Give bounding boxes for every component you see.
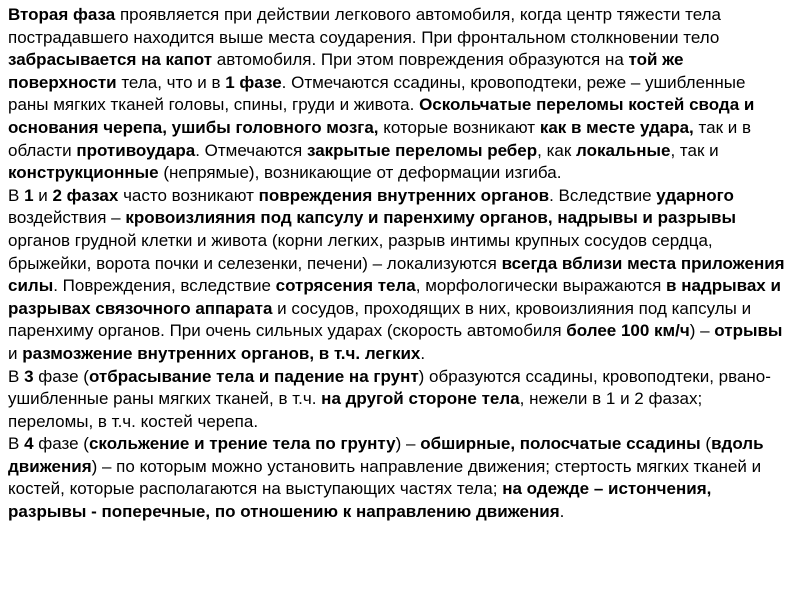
bold-text-segment: на одежде – истончения, разрывы - поперечные, по отношению к направлению движения xyxy=(8,479,712,522)
text-segment: так и в области xyxy=(8,117,751,160)
paragraph-phase-four xyxy=(8,433,790,523)
text-segment: , нежели в 1 и 2 фазах; переломы, в т.ч. костей черепа. xyxy=(8,389,703,431)
bold-text-segment: кровоизлияния под капсулу и паренхиму органов, надрывы и разрывы xyxy=(125,208,736,228)
bold-text-segment: закрытые переломы ребер xyxy=(306,140,538,160)
paragraph-internal-injuries xyxy=(8,185,790,366)
text-segment: ) – xyxy=(689,321,715,341)
text-segment: которые возникают xyxy=(378,117,540,137)
bold-text-segment: более 100 км/ч xyxy=(566,321,690,341)
text-segment: ) – xyxy=(395,434,421,454)
paragraph-phase-three xyxy=(8,366,790,434)
text-segment: В xyxy=(8,185,25,205)
text-segment: . xyxy=(420,343,426,363)
text-segment: В xyxy=(8,366,25,386)
text-segment: ) образуются ссадины, кровоподтеки, рвано-ушибленные раны мягких тканей, в т.ч. xyxy=(8,366,771,409)
bold-text-segment: размозжение внутренних органов, в т.ч. легких xyxy=(22,343,421,363)
bold-text-segment: ударного xyxy=(656,185,734,205)
text-segment: фазе ( xyxy=(33,366,89,386)
bold-text-segment: сотрясения тела xyxy=(275,276,416,296)
bold-text-segment: 3 xyxy=(24,366,34,386)
text-segment: В xyxy=(8,434,25,454)
bold-text-segment: отбрасывание тела и падение на грунт xyxy=(88,366,419,386)
bold-text-segment: обширные, полосчатые ссадины xyxy=(420,434,701,454)
text-segment: часто возникают xyxy=(118,185,259,205)
text-segment: . Отмечаются ссадины, кровоподтеки, реже – ушибленные раны мягких тканей головы, спины, груди и живота. xyxy=(8,72,746,115)
text-segment: и сосудов, проходящих в них, кровоизлияния под капсулы и паренхиму органов. При очень сильных ударах (скорость автомобиля xyxy=(8,298,752,341)
bold-text-segment: забрасывается на капот xyxy=(8,50,213,70)
bold-text-segment: конструкционные xyxy=(8,163,159,183)
paragraph-phase-two xyxy=(8,4,790,185)
bold-text-segment: Вторая фаза xyxy=(8,5,116,24)
bold-text-segment: отрывы xyxy=(714,321,783,341)
bold-text-segment: скольжение и трение тела по грунту xyxy=(88,434,396,454)
text-segment: и xyxy=(33,185,53,205)
bold-text-segment: локальные xyxy=(576,140,671,160)
text-segment: органов грудной клетки и живота (корни легких, разрыв интимы крупных сосудов сердца, брыжейки, ворота почки и селезенки, печени) – локализуются xyxy=(8,230,713,273)
bold-text-segment: 1 xyxy=(24,185,34,205)
bold-text-segment: 1 фазе xyxy=(225,72,282,92)
text-segment: проявляется при действии легкового автомобиля, когда центр тяжести тела пострадавшего находится выше места соударения. При фронтальном столкновении тело xyxy=(8,5,721,47)
text-segment: , так и xyxy=(670,140,719,160)
bold-text-segment: на другой стороне тела xyxy=(321,389,520,409)
text-segment: ( xyxy=(700,434,712,454)
text-segment: . Вследствие xyxy=(549,185,657,205)
bold-text-segment: Оскольчатые переломы костей свода и основания черепа, ушибы головного мозга, xyxy=(8,95,755,137)
bold-text-segment: в надрывах и разрывах связочного аппарата xyxy=(8,276,781,318)
text-segment: . Повреждения, вследствие xyxy=(53,276,276,296)
bold-text-segment: противоудара xyxy=(76,140,196,160)
text-segment: тела, что и в xyxy=(116,72,226,92)
bold-text-segment: всегда вблизи места приложения силы xyxy=(8,253,785,296)
text-segment: автомобиля. При этом повреждения образуются на xyxy=(212,50,629,70)
text-segment: ) – по которым можно установить направление движения; стертость мягких тканей и костей, которые располагаются на выступающих частях тела; xyxy=(8,456,762,499)
text-segment: , как xyxy=(537,140,577,160)
text-segment: , морфологически выражаются xyxy=(415,276,667,296)
bold-text-segment: как в месте удара, xyxy=(539,117,694,137)
bold-text-segment: 2 фазах xyxy=(52,185,119,205)
text-segment: . xyxy=(559,502,565,522)
text-segment: фазе ( xyxy=(33,434,89,454)
bold-text-segment: той же поверхности xyxy=(8,50,684,92)
text-segment: воздействия – xyxy=(8,208,126,228)
bold-text-segment: повреждения внутренних органов xyxy=(258,185,550,205)
text-segment: и xyxy=(8,343,23,363)
bold-text-segment: 4 xyxy=(24,434,34,454)
text-segment: (непрямые), возникающие от деформации изгиба. xyxy=(158,163,562,183)
text-segment: . Отмечаются xyxy=(195,140,307,160)
bold-text-segment: вдоль движения xyxy=(8,434,764,476)
